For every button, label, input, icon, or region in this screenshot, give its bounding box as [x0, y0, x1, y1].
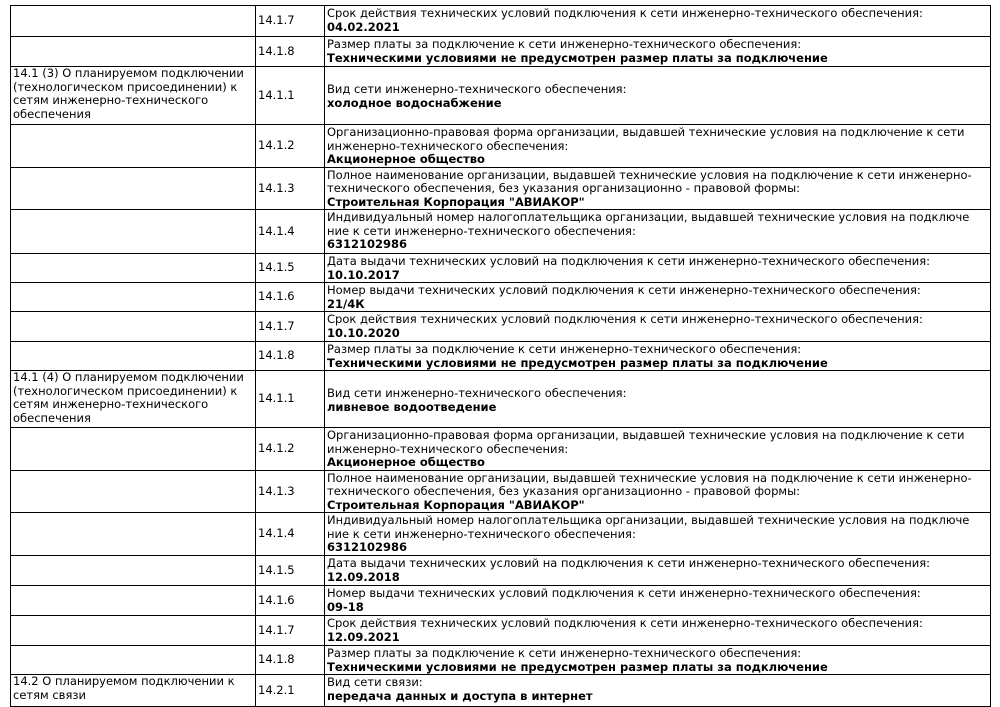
item-value: 10.10.2017	[327, 267, 400, 282]
item-label-line: инженерно-технического обеспечения:	[327, 441, 569, 456]
item-description-cell	[325, 556, 991, 586]
item-code: 14.1.6	[256, 283, 325, 312]
item-value: Строительная Корпорация "АВИАКОР"	[327, 497, 585, 512]
item-description-cell	[325, 6, 991, 37]
item-label-line: Индивидуальный номер налогоплательщика организации, выдавшей технические условия на подключе	[327, 513, 970, 527]
item-value: передача данных и доступа в интернет	[327, 688, 593, 703]
item-value: 04.02.2021	[327, 19, 400, 34]
section-title-line: сетям инженерно-технического	[13, 93, 209, 107]
table-row	[11, 210, 991, 254]
item-label-line: Вид сети инженерно-технического обеспечения:	[327, 386, 627, 400]
table-row	[11, 67, 991, 125]
item-label-line: Полное наименование организации, выдавшей технические условия на подключение к сети инженерно-	[327, 470, 972, 485]
item-value: 6312102986	[327, 540, 408, 554]
table-row	[11, 646, 991, 675]
table-row	[11, 283, 991, 312]
section-title-line: 14.2 О планируемом подключении к	[13, 674, 235, 688]
table-row	[11, 6, 991, 37]
item-description-cell	[325, 513, 991, 556]
item-description-cell	[325, 67, 991, 125]
item-label-line: Размер платы за подключение к сети инженерно-технического обеспечения:	[327, 342, 802, 356]
item-label-line: технического обеспечения, без указания организационно - правовой формы:	[327, 484, 801, 498]
item-code: 14.1.2	[256, 428, 325, 471]
section-cell	[11, 616, 256, 646]
item-code: 14.2.1	[256, 675, 325, 707]
item-description-cell	[325, 254, 991, 283]
item-label-line: технического обеспечения, без указания организационно - правовой формы:	[327, 181, 801, 195]
section-cell	[11, 428, 256, 471]
item-value: 6312102986	[327, 237, 408, 251]
table-row	[11, 556, 991, 586]
item-label-line: ние к сети инженерно-технического обеспечения:	[327, 526, 636, 541]
table-row	[11, 37, 991, 67]
item-code: 14.1.8	[256, 37, 325, 67]
table-row	[11, 675, 991, 707]
item-description-cell	[325, 675, 991, 707]
item-value: 12.09.2021	[327, 629, 400, 644]
table-row	[11, 513, 991, 556]
item-description-cell	[325, 586, 991, 616]
item-code: 14.1.8	[256, 342, 325, 371]
item-code: 14.1.3	[256, 167, 325, 210]
item-value: 21/4К	[327, 296, 365, 311]
section-cell	[11, 586, 256, 616]
section-cell	[11, 342, 256, 371]
section-cell	[11, 167, 256, 210]
item-description-cell	[325, 646, 991, 675]
section-cell	[11, 6, 256, 37]
item-description-cell	[325, 312, 991, 342]
section-cell	[11, 37, 256, 67]
section-cell	[11, 675, 256, 707]
item-value: 12.09.2018	[327, 569, 400, 584]
item-code: 14.1.4	[256, 210, 325, 254]
declaration-table	[10, 5, 991, 707]
item-label-line: Индивидуальный номер налогоплательщика организации, выдавшей технические условия на подключе	[327, 210, 970, 224]
item-code: 14.1.2	[256, 125, 325, 168]
item-value: Техническими условиями не предусмотрен размер платы за подключение	[327, 659, 828, 674]
item-value: Техническими условиями не предусмотрен размер платы за подключение	[327, 50, 828, 65]
item-description-cell	[325, 470, 991, 513]
section-title-line: (технологическом присоединении) к	[13, 79, 238, 94]
section-cell	[11, 254, 256, 283]
item-label-line: Срок действия технических условий подключения к сети инженерно-технического обеспечения:	[327, 312, 923, 326]
item-value: 10.10.2020	[327, 325, 400, 340]
item-description-cell	[325, 428, 991, 471]
section-cell	[11, 312, 256, 342]
table-row	[11, 586, 991, 616]
item-code: 14.1.1	[256, 67, 325, 125]
item-value: ливневое водоотведение	[327, 399, 497, 414]
item-label-line: ние к сети инженерно-технического обеспечения:	[327, 223, 636, 238]
table-row	[11, 167, 991, 210]
item-label-line: Размер платы за подключение к сети инженерно-технического обеспечения:	[327, 37, 802, 51]
table-row	[11, 254, 991, 283]
item-label-line: Организационно-правовая форма организации, выдавшей технические условия на подключение к сети	[327, 125, 965, 139]
section-cell	[11, 470, 256, 513]
item-value: 09-18	[327, 599, 364, 614]
item-description-cell	[325, 37, 991, 67]
section-cell	[11, 371, 256, 428]
table-row	[11, 312, 991, 342]
item-value: Строительная Корпорация "АВИАКОР"	[327, 194, 585, 209]
item-label-line: Вид сети связи:	[327, 675, 423, 689]
item-description-cell	[325, 210, 991, 254]
table-row	[11, 428, 991, 471]
section-cell	[11, 283, 256, 312]
item-label-line: Срок действия технических условий подключения к сети инженерно-технического обеспечения:	[327, 6, 923, 20]
item-label-line: Вид сети инженерно-технического обеспечения:	[327, 82, 627, 96]
item-code: 14.1.5	[256, 556, 325, 586]
item-code: 14.1.3	[256, 470, 325, 513]
item-label-line: Номер выдачи технических условий подключения к сети инженерно-технического обеспечения:	[327, 283, 921, 297]
item-code: 14.1.7	[256, 6, 325, 37]
item-description-cell	[325, 167, 991, 210]
item-label-line: Срок действия технических условий подключения к сети инженерно-технического обеспечения:	[327, 616, 923, 630]
table-row	[11, 616, 991, 646]
item-code: 14.1.5	[256, 254, 325, 283]
item-code: 14.1.8	[256, 646, 325, 675]
table-row	[11, 470, 991, 513]
section-cell	[11, 210, 256, 254]
item-description-cell	[325, 342, 991, 371]
section-cell	[11, 125, 256, 168]
item-description-cell	[325, 125, 991, 168]
item-value: Акционерное общество	[327, 152, 485, 166]
table-row	[11, 371, 991, 428]
section-title-line: 14.1 (3) О планируемом подключении	[13, 66, 244, 80]
item-value: Акционерное общество	[327, 455, 485, 469]
item-value: Техническими условиями не предусмотрен размер платы за подключение	[327, 355, 828, 370]
item-code: 14.1.6	[256, 586, 325, 616]
item-label-line: Дата выдачи технических условий на подключения к сети инженерно-технического обеспечения:	[327, 254, 931, 268]
section-cell	[11, 67, 256, 125]
section-title-line: обеспечения	[13, 410, 91, 425]
item-label-line: инженерно-технического обеспечения:	[327, 138, 569, 153]
section-cell	[11, 513, 256, 556]
table-row	[11, 125, 991, 168]
section-title-line: сетям инженерно-технического	[13, 397, 209, 411]
item-code: 14.1.7	[256, 616, 325, 646]
section-title-line: 14.1 (4) О планируемом подключении	[13, 370, 244, 384]
item-value: холодное водоснабжение	[327, 95, 502, 110]
item-label-line: Номер выдачи технических условий подключения к сети инженерно-технического обеспечения:	[327, 586, 921, 600]
section-title-line: обеспечения	[13, 106, 91, 121]
item-description-cell	[325, 283, 991, 312]
item-code: 14.1.7	[256, 312, 325, 342]
item-description-cell	[325, 371, 991, 428]
section-cell	[11, 646, 256, 675]
item-code: 14.1.1	[256, 371, 325, 428]
item-description-cell	[325, 616, 991, 646]
item-label-line: Полное наименование организации, выдавшей технические условия на подключение к сети инженерно-	[327, 167, 972, 182]
section-title-line: (технологическом присоединении) к	[13, 383, 238, 398]
section-cell	[11, 556, 256, 586]
item-code: 14.1.4	[256, 513, 325, 556]
item-label-line: Дата выдачи технических условий на подключения к сети инженерно-технического обеспечения:	[327, 556, 931, 570]
table-row	[11, 342, 991, 371]
item-label-line: Размер платы за подключение к сети инженерно-технического обеспечения:	[327, 646, 802, 660]
section-title-line: сетям связи	[13, 687, 86, 702]
item-label-line: Организационно-правовая форма организации, выдавшей технические условия на подключение к сети	[327, 428, 965, 442]
